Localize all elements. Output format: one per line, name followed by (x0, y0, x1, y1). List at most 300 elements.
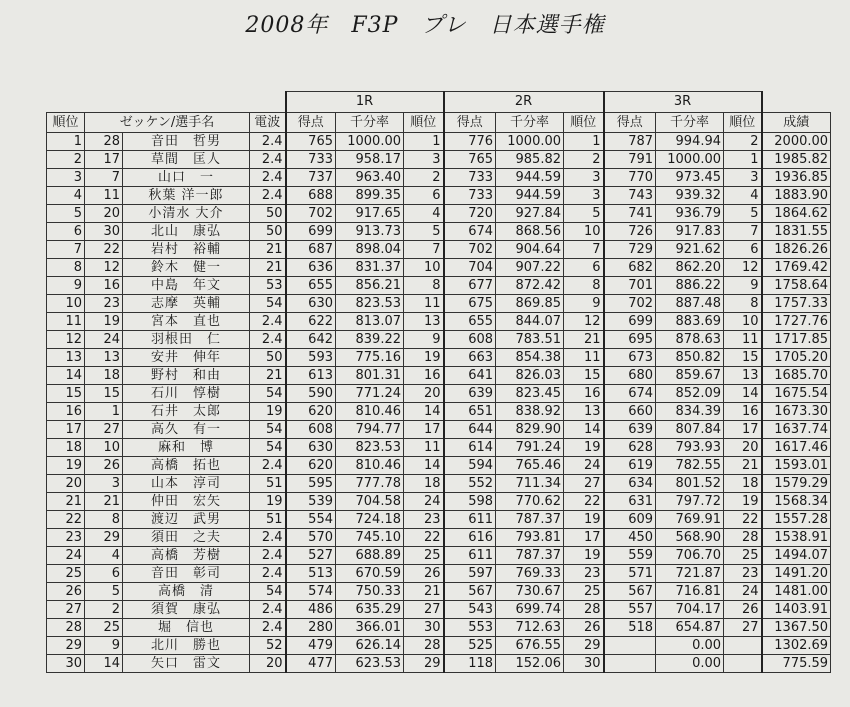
r2-permille-cell: 770.62 (496, 493, 564, 511)
bib-cell: 15 (85, 385, 123, 403)
table-row (47, 187, 831, 205)
r3-rank-cell: 21 (724, 457, 762, 475)
r1-permille-cell: 1000.00 (336, 133, 404, 151)
r3-permille-cell: 0.00 (656, 637, 724, 655)
r2-permille-cell: 869.85 (496, 295, 564, 313)
r2-points-cell: 553 (444, 619, 496, 637)
name-cell: 北山 康弘 (123, 223, 250, 241)
r3-rank-cell (724, 655, 762, 673)
r3-points-cell: 518 (604, 619, 656, 637)
r1-permille-cell: 810.46 (336, 403, 404, 421)
rank-cell: 11 (47, 313, 85, 331)
r2-permille-cell: 787.37 (496, 511, 564, 529)
r3-permille-cell: 801.52 (656, 475, 724, 493)
r3-rank-cell: 27 (724, 619, 762, 637)
radio-cell: 2.4 (250, 133, 286, 151)
r1-rank-cell: 8 (404, 277, 444, 295)
name-cell: 秋葉 洋一郎 (123, 187, 250, 205)
r3-points-cell: 701 (604, 277, 656, 295)
r1-points-cell: 593 (286, 349, 336, 367)
r3-points-cell: 634 (604, 475, 656, 493)
round-header-2r: 2R (444, 92, 604, 113)
r1-permille-cell: 623.53 (336, 655, 404, 673)
r1-points-cell: 622 (286, 313, 336, 331)
r2-points-cell: 702 (444, 241, 496, 259)
col-1r-rank: 順位 (404, 113, 444, 133)
r2-permille-cell: 791.24 (496, 439, 564, 457)
col-2r-permille: 千分率 (496, 113, 564, 133)
r3-points-cell: 682 (604, 259, 656, 277)
bib-cell: 3 (85, 475, 123, 493)
r1-rank-cell: 30 (404, 619, 444, 637)
radio-cell: 19 (250, 403, 286, 421)
total-cell: 1883.90 (762, 187, 831, 205)
name-cell: 山口 一 (123, 169, 250, 187)
r3-points-cell: 702 (604, 295, 656, 313)
r1-rank-cell: 14 (404, 457, 444, 475)
radio-cell: 19 (250, 493, 286, 511)
r2-points-cell: 525 (444, 637, 496, 655)
total-cell: 1727.76 (762, 313, 831, 331)
r1-points-cell: 513 (286, 565, 336, 583)
table-row (47, 655, 831, 673)
col-result: 成績 (762, 113, 831, 133)
total-cell: 1985.82 (762, 151, 831, 169)
total-cell: 1758.64 (762, 277, 831, 295)
bib-cell: 2 (85, 601, 123, 619)
bib-cell: 16 (85, 277, 123, 295)
r3-points-cell: 567 (604, 583, 656, 601)
r1-rank-cell: 22 (404, 529, 444, 547)
r1-permille-cell: 823.53 (336, 439, 404, 457)
r3-rank-cell: 24 (724, 583, 762, 601)
r3-permille-cell: 834.39 (656, 403, 724, 421)
table-row (47, 151, 831, 169)
table-row (47, 349, 831, 367)
rank-cell: 18 (47, 439, 85, 457)
r3-rank-cell: 19 (724, 493, 762, 511)
name-cell: 仲田 宏矢 (123, 493, 250, 511)
radio-cell: 2.4 (250, 529, 286, 547)
r2-permille-cell: 844.07 (496, 313, 564, 331)
r3-permille-cell: 568.90 (656, 529, 724, 547)
radio-cell: 21 (250, 241, 286, 259)
r3-permille-cell: 721.87 (656, 565, 724, 583)
r2-rank-cell: 30 (564, 655, 604, 673)
col-2r-rank: 順位 (564, 113, 604, 133)
col-3r-points: 得点 (604, 113, 656, 133)
r2-permille-cell: 838.92 (496, 403, 564, 421)
r2-rank-cell: 21 (564, 331, 604, 349)
r2-rank-cell: 22 (564, 493, 604, 511)
col-3r-permille: 千分率 (656, 113, 724, 133)
r1-points-cell: 608 (286, 421, 336, 439)
r2-permille-cell: 769.33 (496, 565, 564, 583)
table-row (47, 601, 831, 619)
r2-points-cell: 608 (444, 331, 496, 349)
radio-cell: 54 (250, 295, 286, 313)
r3-rank-cell: 26 (724, 601, 762, 619)
r3-permille-cell: 862.20 (656, 259, 724, 277)
r3-points-cell: 770 (604, 169, 656, 187)
r1-points-cell: 737 (286, 169, 336, 187)
r1-permille-cell: 777.78 (336, 475, 404, 493)
r1-permille-cell: 745.10 (336, 529, 404, 547)
r1-rank-cell: 11 (404, 439, 444, 457)
r1-permille-cell: 750.33 (336, 583, 404, 601)
radio-cell: 2.4 (250, 619, 286, 637)
r3-permille-cell: 716.81 (656, 583, 724, 601)
r1-points-cell: 630 (286, 439, 336, 457)
r3-permille-cell: 1000.00 (656, 151, 724, 169)
r2-points-cell: 597 (444, 565, 496, 583)
total-cell: 1481.00 (762, 583, 831, 601)
radio-cell: 21 (250, 259, 286, 277)
r2-permille-cell: 765.46 (496, 457, 564, 475)
r2-points-cell: 765 (444, 151, 496, 169)
r2-points-cell: 677 (444, 277, 496, 295)
r2-points-cell: 543 (444, 601, 496, 619)
radio-cell: 2.4 (250, 331, 286, 349)
r2-rank-cell: 13 (564, 403, 604, 421)
r1-points-cell: 655 (286, 277, 336, 295)
r2-permille-cell: 823.45 (496, 385, 564, 403)
radio-cell: 2.4 (250, 169, 286, 187)
r2-points-cell: 776 (444, 133, 496, 151)
r3-permille-cell: 994.94 (656, 133, 724, 151)
radio-cell: 52 (250, 637, 286, 655)
name-cell: 石井 太郎 (123, 403, 250, 421)
r3-points-cell: 674 (604, 385, 656, 403)
table-row (47, 313, 831, 331)
table-row (47, 637, 831, 655)
r1-permille-cell: 963.40 (336, 169, 404, 187)
r3-permille-cell: 973.45 (656, 169, 724, 187)
table-row (47, 421, 831, 439)
r2-points-cell: 552 (444, 475, 496, 493)
r3-rank-cell: 25 (724, 547, 762, 565)
r1-permille-cell: 366.01 (336, 619, 404, 637)
r2-rank-cell: 17 (564, 529, 604, 547)
r3-permille-cell: 706.70 (656, 547, 724, 565)
r3-rank-cell: 16 (724, 403, 762, 421)
r2-points-cell: 594 (444, 457, 496, 475)
r2-rank-cell: 25 (564, 583, 604, 601)
name-cell: 石川 惇樹 (123, 385, 250, 403)
r2-permille-cell: 787.37 (496, 547, 564, 565)
r1-permille-cell: 688.89 (336, 547, 404, 565)
r3-rank-cell: 4 (724, 187, 762, 205)
r1-rank-cell: 16 (404, 367, 444, 385)
r2-rank-cell: 19 (564, 547, 604, 565)
r3-permille-cell: 936.79 (656, 205, 724, 223)
r3-rank-cell: 18 (724, 475, 762, 493)
r3-points-cell (604, 637, 656, 655)
r1-rank-cell: 21 (404, 583, 444, 601)
r1-rank-cell: 14 (404, 403, 444, 421)
r3-permille-cell: 921.62 (656, 241, 724, 259)
col-radio: 電波 (250, 113, 286, 133)
r2-rank-cell: 23 (564, 565, 604, 583)
r3-permille-cell: 878.63 (656, 331, 724, 349)
rank-cell: 29 (47, 637, 85, 655)
page-title: 2008年 F3P プレ 日本選手権 (245, 13, 605, 38)
r1-points-cell: 486 (286, 601, 336, 619)
r2-points-cell: 663 (444, 349, 496, 367)
total-cell: 1757.33 (762, 295, 831, 313)
round-header-1r: 1R (286, 92, 444, 113)
r2-permille-cell: 793.81 (496, 529, 564, 547)
rank-cell: 5 (47, 205, 85, 223)
total-cell: 1593.01 (762, 457, 831, 475)
name-cell: 安井 伸年 (123, 349, 250, 367)
table-row (47, 259, 831, 277)
total-cell: 1538.91 (762, 529, 831, 547)
r1-rank-cell: 26 (404, 565, 444, 583)
total-cell: 1367.50 (762, 619, 831, 637)
rank-cell: 30 (47, 655, 85, 673)
name-cell: 小清水 大介 (123, 205, 250, 223)
bib-cell: 26 (85, 457, 123, 475)
total-cell: 1579.29 (762, 475, 831, 493)
r2-rank-cell: 10 (564, 223, 604, 241)
r1-rank-cell: 20 (404, 385, 444, 403)
name-cell: 北川 勝也 (123, 637, 250, 655)
r3-points-cell: 639 (604, 421, 656, 439)
r1-rank-cell: 27 (404, 601, 444, 619)
r3-rank-cell: 1 (724, 151, 762, 169)
radio-cell: 50 (250, 205, 286, 223)
r1-rank-cell: 4 (404, 205, 444, 223)
rank-cell: 7 (47, 241, 85, 259)
radio-cell: 54 (250, 385, 286, 403)
r2-points-cell: 651 (444, 403, 496, 421)
bib-cell: 10 (85, 439, 123, 457)
col-bib-name: ゼッケン/選手名 (85, 113, 250, 133)
rank-cell: 1 (47, 133, 85, 151)
table-row (47, 493, 831, 511)
r3-points-cell: 619 (604, 457, 656, 475)
r1-permille-cell: 899.35 (336, 187, 404, 205)
r1-points-cell: 733 (286, 151, 336, 169)
total-cell: 775.59 (762, 655, 831, 673)
table-row (47, 457, 831, 475)
r3-rank-cell: 2 (724, 133, 762, 151)
r1-permille-cell: 794.77 (336, 421, 404, 439)
r1-permille-cell: 913.73 (336, 223, 404, 241)
r2-points-cell: 614 (444, 439, 496, 457)
rank-cell: 4 (47, 187, 85, 205)
r3-permille-cell: 793.93 (656, 439, 724, 457)
rank-cell: 22 (47, 511, 85, 529)
r3-points-cell: 729 (604, 241, 656, 259)
r1-permille-cell: 670.59 (336, 565, 404, 583)
name-cell: 岩村 裕輔 (123, 241, 250, 259)
total-cell: 1675.54 (762, 385, 831, 403)
r1-rank-cell: 1 (404, 133, 444, 151)
r2-rank-cell: 28 (564, 601, 604, 619)
round-header-row (47, 92, 831, 113)
rank-cell: 26 (47, 583, 85, 601)
rank-cell: 6 (47, 223, 85, 241)
name-cell: 堀 信也 (123, 619, 250, 637)
r2-points-cell: 704 (444, 259, 496, 277)
r1-permille-cell: 724.18 (336, 511, 404, 529)
r2-permille-cell: 152.06 (496, 655, 564, 673)
name-cell: 志摩 英輔 (123, 295, 250, 313)
bib-cell: 14 (85, 655, 123, 673)
r3-permille-cell: 939.32 (656, 187, 724, 205)
bib-cell: 17 (85, 151, 123, 169)
radio-cell: 54 (250, 583, 286, 601)
r3-rank-cell: 13 (724, 367, 762, 385)
r1-points-cell: 630 (286, 295, 336, 313)
r2-points-cell: 644 (444, 421, 496, 439)
rank-cell: 13 (47, 349, 85, 367)
radio-cell: 2.4 (250, 151, 286, 169)
r1-points-cell: 687 (286, 241, 336, 259)
r1-points-cell: 280 (286, 619, 336, 637)
r2-permille-cell: 944.59 (496, 169, 564, 187)
r1-rank-cell: 25 (404, 547, 444, 565)
radio-cell: 53 (250, 277, 286, 295)
col-2r-points: 得点 (444, 113, 496, 133)
radio-cell: 21 (250, 367, 286, 385)
table-row (47, 439, 831, 457)
r2-rank-cell: 15 (564, 367, 604, 385)
table-row (47, 565, 831, 583)
r2-rank-cell: 3 (564, 169, 604, 187)
r3-points-cell: 787 (604, 133, 656, 151)
total-cell: 1494.07 (762, 547, 831, 565)
bib-cell: 5 (85, 583, 123, 601)
r1-rank-cell: 24 (404, 493, 444, 511)
rank-cell: 24 (47, 547, 85, 565)
r3-points-cell: 699 (604, 313, 656, 331)
table-row (47, 133, 831, 151)
r2-permille-cell: 730.67 (496, 583, 564, 601)
r3-permille-cell: 883.69 (656, 313, 724, 331)
bib-cell: 30 (85, 223, 123, 241)
r1-points-cell: 702 (286, 205, 336, 223)
r3-permille-cell: 852.09 (656, 385, 724, 403)
r1-rank-cell: 18 (404, 475, 444, 493)
r1-rank-cell: 23 (404, 511, 444, 529)
r2-rank-cell: 6 (564, 259, 604, 277)
bib-cell: 9 (85, 637, 123, 655)
r2-rank-cell: 8 (564, 277, 604, 295)
bib-cell: 12 (85, 259, 123, 277)
rank-cell: 8 (47, 259, 85, 277)
r2-permille-cell: 854.38 (496, 349, 564, 367)
r1-points-cell: 642 (286, 331, 336, 349)
name-cell: 鈴木 健一 (123, 259, 250, 277)
r3-points-cell: 673 (604, 349, 656, 367)
radio-cell: 2.4 (250, 547, 286, 565)
total-cell: 1831.55 (762, 223, 831, 241)
r1-permille-cell: 823.53 (336, 295, 404, 313)
r1-points-cell: 554 (286, 511, 336, 529)
bib-cell: 18 (85, 367, 123, 385)
rank-cell: 20 (47, 475, 85, 493)
r2-rank-cell: 19 (564, 511, 604, 529)
r2-permille-cell: 868.56 (496, 223, 564, 241)
name-cell: 渡辺 武男 (123, 511, 250, 529)
table-row (47, 277, 831, 295)
r2-permille-cell: 944.59 (496, 187, 564, 205)
total-cell: 1568.34 (762, 493, 831, 511)
r2-permille-cell: 1000.00 (496, 133, 564, 151)
col-3r-rank: 順位 (724, 113, 762, 133)
r3-points-cell: 680 (604, 367, 656, 385)
radio-cell: 50 (250, 223, 286, 241)
radio-cell: 54 (250, 439, 286, 457)
r3-points-cell: 791 (604, 151, 656, 169)
rank-cell: 25 (47, 565, 85, 583)
r2-permille-cell: 907.22 (496, 259, 564, 277)
r3-permille-cell: 782.55 (656, 457, 724, 475)
r1-points-cell: 636 (286, 259, 336, 277)
name-cell: 音田 哲男 (123, 133, 250, 151)
bib-cell: 11 (85, 187, 123, 205)
r2-permille-cell: 712.63 (496, 619, 564, 637)
r1-rank-cell: 19 (404, 349, 444, 367)
r1-permille-cell: 775.16 (336, 349, 404, 367)
r3-rank-cell: 9 (724, 277, 762, 295)
r3-rank-cell: 3 (724, 169, 762, 187)
r1-points-cell: 620 (286, 403, 336, 421)
r1-points-cell: 620 (286, 457, 336, 475)
total-cell: 1673.30 (762, 403, 831, 421)
r1-permille-cell: 839.22 (336, 331, 404, 349)
table-row (47, 223, 831, 241)
r3-rank-cell: 28 (724, 529, 762, 547)
r2-permille-cell: 676.55 (496, 637, 564, 655)
r2-rank-cell: 1 (564, 133, 604, 151)
radio-cell: 51 (250, 475, 286, 493)
r1-permille-cell: 771.24 (336, 385, 404, 403)
name-cell: 高久 有一 (123, 421, 250, 439)
r3-permille-cell: 886.22 (656, 277, 724, 295)
name-cell: 野村 和由 (123, 367, 250, 385)
r3-points-cell: 660 (604, 403, 656, 421)
rank-cell: 9 (47, 277, 85, 295)
total-cell: 1864.62 (762, 205, 831, 223)
r2-rank-cell: 29 (564, 637, 604, 655)
r2-permille-cell: 826.03 (496, 367, 564, 385)
rank-cell: 14 (47, 367, 85, 385)
r3-rank-cell: 12 (724, 259, 762, 277)
r1-permille-cell: 898.04 (336, 241, 404, 259)
col-rank: 順位 (47, 113, 85, 133)
name-cell: 須田 之夫 (123, 529, 250, 547)
r3-permille-cell: 850.82 (656, 349, 724, 367)
r2-rank-cell: 19 (564, 439, 604, 457)
name-cell: 宮本 直也 (123, 313, 250, 331)
r1-points-cell: 595 (286, 475, 336, 493)
bib-cell: 4 (85, 547, 123, 565)
total-cell: 1936.85 (762, 169, 831, 187)
r1-points-cell: 539 (286, 493, 336, 511)
rank-cell: 10 (47, 295, 85, 313)
table-row (47, 241, 831, 259)
r3-permille-cell: 769.91 (656, 511, 724, 529)
radio-cell: 2.4 (250, 313, 286, 331)
r2-points-cell: 733 (444, 187, 496, 205)
bib-cell: 7 (85, 169, 123, 187)
r3-rank-cell: 6 (724, 241, 762, 259)
r3-points-cell (604, 655, 656, 673)
